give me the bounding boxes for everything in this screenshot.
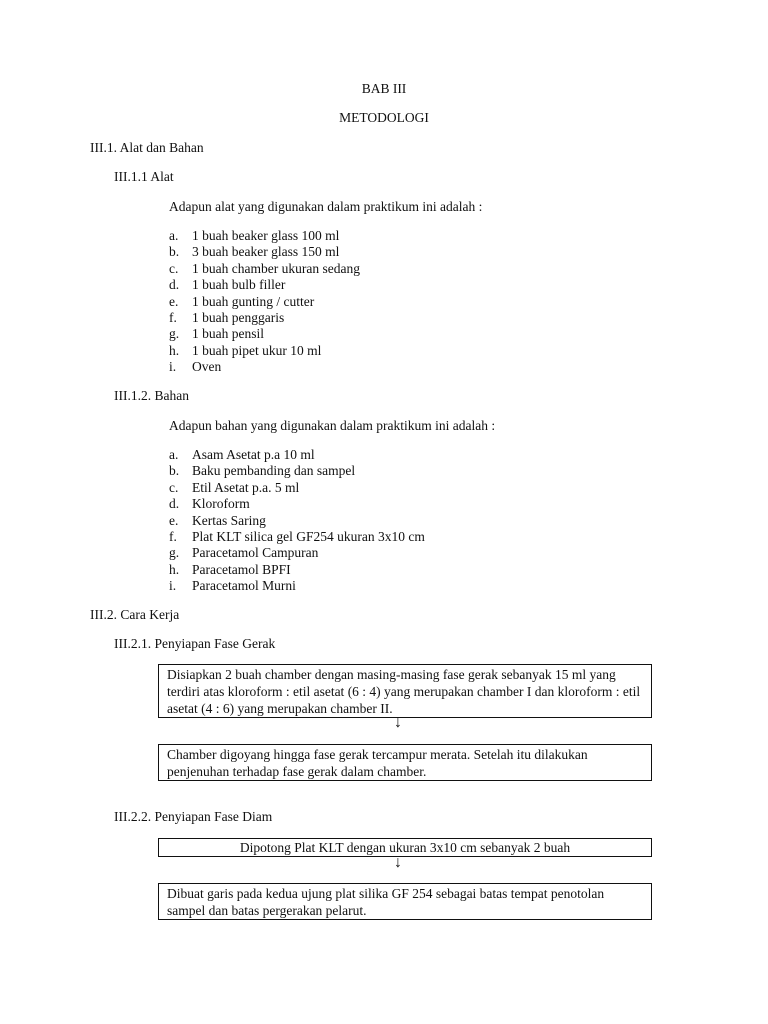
chapter-title: METODOLOGI [339,110,429,125]
list-item [169,343,360,359]
list-marker: a. [169,447,179,462]
list-marker: c. [169,260,179,276]
list-item-text: Paracetamol Murni [192,578,296,594]
list-marker: f. [169,309,177,325]
alat-intro: Adapun alat yang digunakan dalam praktikum ini adalah : [169,199,483,214]
subsection-heading-fase-diam: III.2.2. Penyiapan Fase Diam [114,809,273,824]
list-item-text: 1 buah pipet ukur 10 ml [192,342,322,358]
list-item [169,545,425,561]
list-item-text: 1 buah bulb filler [192,277,286,293]
list-marker: h. [169,561,180,577]
list-marker: b. [169,463,180,479]
list-marker: g. [169,326,180,342]
list-item-text: 1 buah pensil [192,326,264,342]
list-item [169,261,360,277]
list-marker: g. [169,545,180,561]
flow-box-fase-gerak-2: Chamber digoyang hingga fase gerak tercampur merata. Setelah itu dilakukan penjenuhan terhadap fase gerak dalam chamber. [158,744,652,781]
list-item-text: Paracetamol BPFI [192,561,291,577]
down-arrow-icon: ↓ [394,854,402,871]
list-item [169,447,425,463]
list-item [169,513,425,529]
list-item [169,294,360,310]
list-marker: b. [169,244,180,260]
list-item [169,326,360,342]
list-item [169,359,360,375]
subsection-heading-alat: III.1.1 Alat [114,169,174,184]
list-item [169,310,360,326]
list-item-text: Baku pembanding dan sampel [192,463,356,479]
flow-box-fase-gerak-1: Disiapkan 2 buah chamber dengan masing-masing fase gerak sebanyak 15 ml yang terdiri atas kloroform : etil asetat (6 : 4) yang merupakan chamber I dan kloroform : etil asetat (4 : 6) yang merupakan chamber II. [158,664,652,718]
list-marker: d. [169,496,180,512]
down-arrow-icon: ↓ [394,714,402,731]
list-marker: e. [169,512,179,528]
list-marker: i. [169,578,177,594]
list-marker: e. [169,293,179,309]
chapter-number: BAB III [361,81,407,96]
list-item [169,562,425,578]
flow-box-fase-diam-2: Dibuat garis pada kedua ujung plat silika GF 254 sebagai batas tempat penotolan sampel dan batas pergerakan pelarut. [158,883,652,920]
list-item-text: Plat KLT silica gel GF254 ukuran 3x10 cm [192,528,425,544]
subsection-heading-fase-gerak: III.2.1. Penyiapan Fase Gerak [114,636,276,651]
list-item-text: 3 buah beaker glass 150 ml [192,244,340,260]
list-item-text: 1 buah chamber ukuran sedang [192,260,360,276]
section-heading-alat-bahan: III.1. Alat dan Bahan [90,140,204,155]
list-item [169,277,360,293]
list-item-text: Etil Asetat p.a. 5 ml [192,479,300,495]
list-item [169,496,425,512]
list-marker: h. [169,342,180,358]
bahan-intro: Adapun bahan yang digunakan dalam praktikum ini adalah : [169,418,496,433]
list-item-text: Paracetamol Campuran [192,545,319,561]
list-item-text: 1 buah gunting / cutter [192,293,315,309]
list-item-text: Oven [192,359,222,375]
list-marker: f. [169,528,177,544]
list-marker: a. [169,228,179,243]
list-marker: i. [169,359,177,375]
subsection-heading-bahan: III.1.2. Bahan [114,388,189,403]
list-marker: c. [169,479,179,495]
alat-list [169,228,360,376]
bahan-list [169,447,425,595]
list-item-text: Kloroform [192,496,250,512]
list-item [169,578,425,594]
list-item-text: Kertas Saring [192,512,266,528]
list-item [169,228,360,244]
list-item-text: 1 buah penggaris [192,309,285,325]
list-item [169,529,425,545]
list-marker: d. [169,277,180,293]
list-item-text: 1 buah beaker glass 100 ml [192,228,340,243]
section-heading-cara-kerja: III.2. Cara Kerja [90,607,180,622]
list-item [169,244,360,260]
list-item [169,480,425,496]
flow-box-fase-diam-1: Dipotong Plat KLT dengan ukuran 3x10 cm sebanyak 2 buah [158,838,652,857]
list-item-text: Asam Asetat p.a 10 ml [192,447,315,462]
list-item [169,463,425,479]
